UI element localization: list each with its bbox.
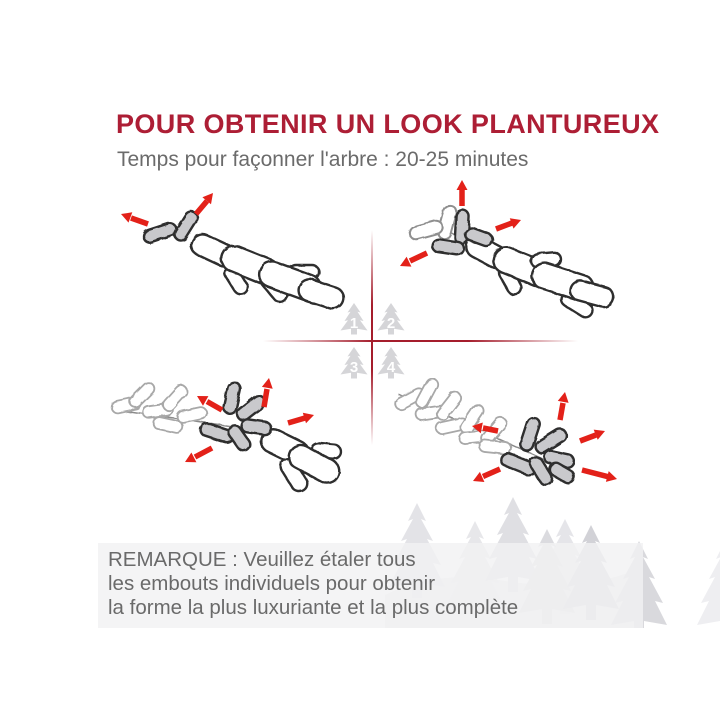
branch-illustration-step-3 [98, 365, 353, 505]
branch-drawing [110, 380, 343, 494]
spread-arrow-icon [185, 448, 212, 462]
spread-arrow-icon [457, 180, 468, 206]
outlined-branch-tips [393, 378, 511, 455]
branch-illustration-step-1 [108, 188, 358, 328]
branch-drawing [393, 378, 576, 487]
page-title: POUR OBTENIR UN LOOK PLANTUREUX [116, 109, 660, 139]
step-number: 1 [349, 315, 359, 332]
spread-arrow-icon [558, 392, 569, 420]
spread-arrow-icon [288, 413, 314, 424]
spread-arrow-icon [121, 212, 148, 224]
spread-branch-tips [142, 209, 200, 244]
spread-arrow-icon [582, 470, 617, 482]
quadrant-divider-horizontal [263, 340, 578, 342]
step-number: 3 [349, 359, 359, 376]
branch-illustration-step-4 [388, 378, 658, 498]
spread-arrow-icon [196, 193, 213, 214]
note-line-3: la forme la plus luxuriante et la plus complète [108, 596, 519, 619]
branch-illustration-step-2 [383, 176, 628, 326]
spread-arrow-icon [580, 430, 605, 441]
step-number: 2 [386, 315, 396, 332]
note-line-1: REMARQUE : Veuillez étaler tous [108, 548, 416, 571]
spread-arrow-icon [496, 218, 521, 229]
spread-arrow-icon [400, 253, 427, 267]
branch-fluffy-body [257, 425, 343, 494]
outlined-branch-tips [110, 380, 208, 434]
branch-fluffy-body [188, 230, 347, 311]
spread-arrow-icon [473, 469, 500, 482]
note-text [108, 548, 518, 620]
note-box [98, 543, 643, 628]
note-line-2: les embouts individuels pour obtenir [108, 572, 436, 595]
quadrant-divider-vertical [371, 230, 373, 445]
pine-silhouette-icon [697, 541, 720, 628]
step-number: 4 [386, 359, 396, 376]
page-subtitle: Temps pour façonner l'arbre : 20-25 minutes [117, 148, 529, 171]
branch-drawing [142, 209, 346, 312]
spread-arrow-icon [262, 378, 273, 407]
